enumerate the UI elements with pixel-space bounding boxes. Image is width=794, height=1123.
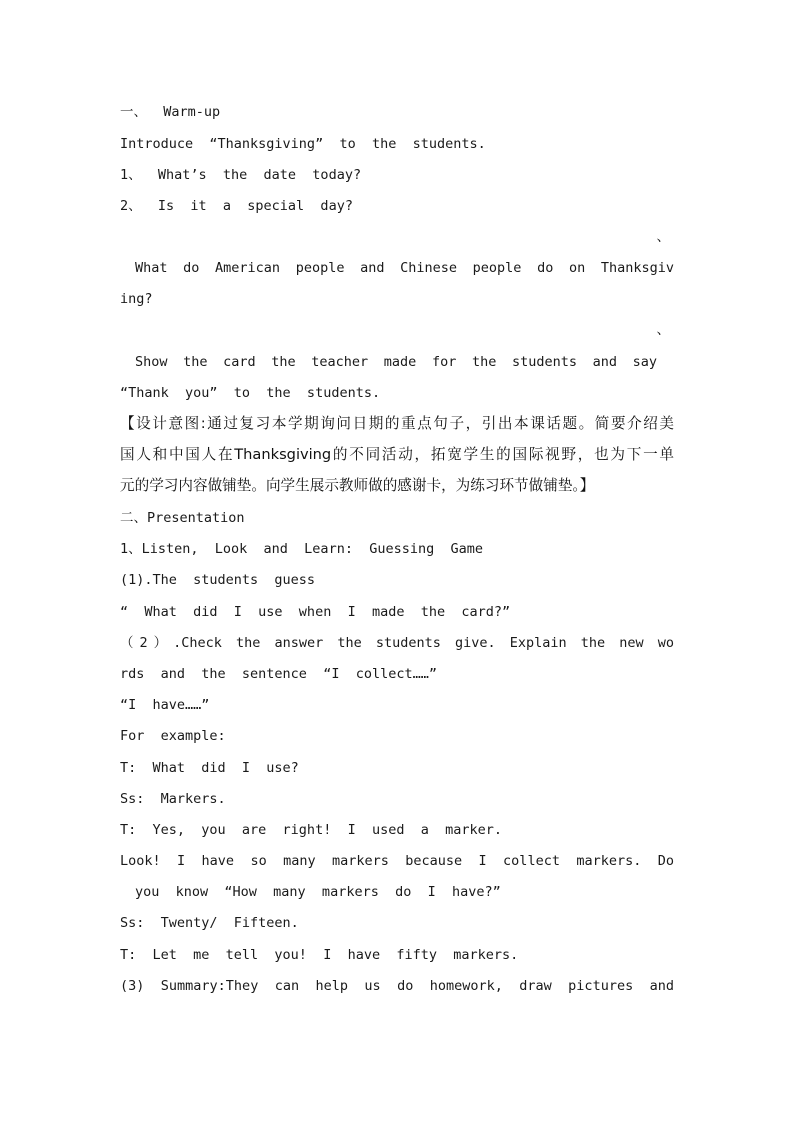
warmup-question-4-number-row xyxy=(120,318,674,342)
step-1-sub-1: (1).The students guess xyxy=(120,572,316,588)
dialogue-line-3: T: Yes, you are right! I used a marker. xyxy=(120,822,503,838)
design-intent-line-2: 国人和中国人在Thanksgiving的不同活动，拓宽学生的国际视野，也为下一单 xyxy=(120,446,674,463)
warmup-question-1: 1、 What’s the date today? xyxy=(120,167,362,183)
design-intent-line-1: 【设计意图:通过复习本学期询问日期的重点句子，引出本课话题。简要介绍美 xyxy=(120,415,674,432)
dialogue-line-5: Ss: Twenty/ Fifteen. xyxy=(120,915,299,931)
dialogue-line-4: Look! I have so many markers because I collect markers. Do xyxy=(120,853,674,869)
step-1-sub-2-quote: “I have……” xyxy=(120,697,210,713)
warmup-question-4-text: Show the card the teacher made for the students and say xyxy=(135,354,657,370)
example-label: For example: xyxy=(120,728,226,744)
step-1-sub-2: （2）.Check the answer the students give. Explain the new wo xyxy=(120,635,674,651)
presentation-step-1: 1、Listen, Look and Learn: Guessing Game xyxy=(120,541,483,557)
dialogue-line-6: T: Let me tell you! I have fifty markers. xyxy=(120,947,519,963)
warmup-question-2: 2、 Is it a special day? xyxy=(120,198,353,214)
warmup-question-4-continued: “Thank you” to the students. xyxy=(120,385,381,401)
step-1-sub-2-continued: rds and the sentence “I collect……” xyxy=(120,666,437,682)
warmup-heading: 一、 Warm-up xyxy=(120,104,221,120)
warmup-question-3-text: What do American people and Chinese people do on Thanksgiv xyxy=(135,260,674,276)
dialogue-line-1: T: What did I use? xyxy=(120,760,299,776)
warmup-intro: Introduce “Thanksgiving” to the students. xyxy=(120,136,486,152)
step-1-sub-3-summary: (3) Summary:They can help us do homework, draw pictures and xyxy=(120,978,674,994)
warmup-question-3-continued: ing? xyxy=(120,291,153,307)
presentation-heading: 二、Presentation xyxy=(120,510,245,526)
question-4-mark: 、 xyxy=(656,322,670,338)
question-3-mark: 、 xyxy=(656,229,670,245)
dialogue-line-4-continued: you know “How many markers do I have?” xyxy=(135,884,501,900)
warmup-question-3-number-row xyxy=(120,225,674,249)
design-intent-line-3: 元的学习内容做铺垫。向学生展示教师做的感谢卡，为练习环节做铺垫。】 xyxy=(120,477,595,494)
dialogue-line-2: Ss: Markers. xyxy=(120,791,226,807)
step-1-sub-1-quote: “ What did I use when I made the card?” xyxy=(120,604,511,620)
